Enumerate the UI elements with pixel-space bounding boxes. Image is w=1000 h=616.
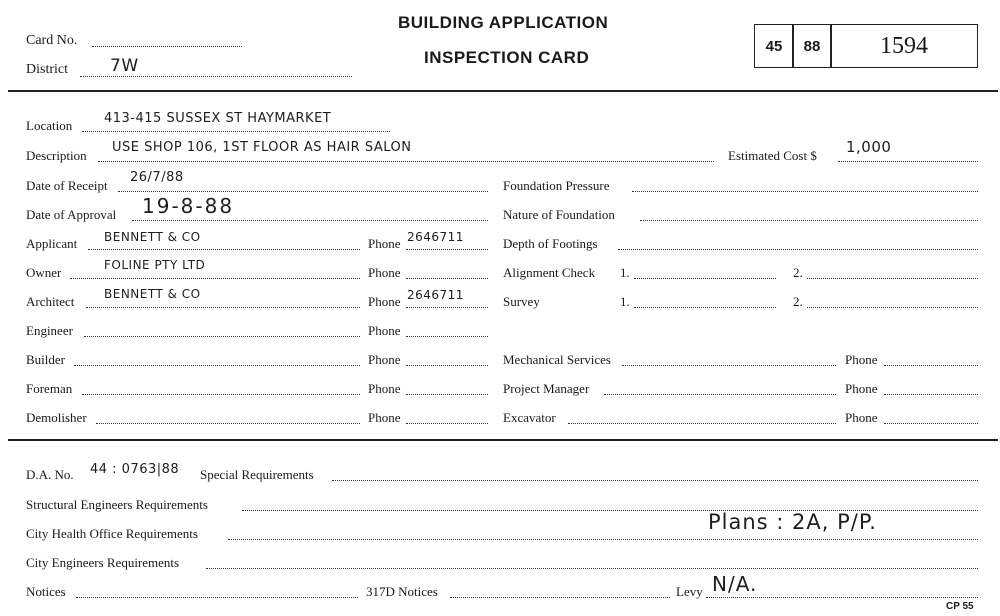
card-number-box-3: 1594 (830, 24, 978, 68)
estimated-cost-field[interactable] (838, 161, 978, 162)
mechanical-phone-label: Phone (845, 352, 878, 367)
city-health-field[interactable] (228, 539, 978, 540)
architect-phone-field[interactable] (406, 307, 488, 308)
engineer-field[interactable] (84, 336, 360, 337)
city-health-value: Plans : 2A, P/P. (708, 510, 877, 534)
engineer-label: Engineer (26, 323, 73, 338)
levy-value: N/A. (712, 572, 758, 596)
excavator-phone-field[interactable] (884, 423, 978, 424)
foreman-phone-field[interactable] (406, 394, 488, 395)
levy-field[interactable] (706, 597, 978, 598)
da-no-value: 44 : 0763|88 (90, 462, 180, 477)
foundation-pressure-field[interactable] (632, 191, 978, 192)
city-engineers-label: City Engineers Requirements (26, 555, 180, 570)
project-manager-phone-field[interactable] (884, 394, 978, 395)
description-value: USE SHOP 106, 1ST FLOOR AS HAIR SALON (112, 140, 412, 155)
description-label: Description (26, 148, 87, 163)
notices-field[interactable] (76, 597, 358, 598)
da-no-label: D.A. No. (26, 467, 74, 482)
city-engineers-field[interactable] (206, 568, 978, 569)
date-approval-label: Date of Approval (26, 207, 117, 222)
title-line1: BUILDING APPLICATION (398, 13, 609, 32)
architect-label: Architect (26, 294, 75, 309)
demolisher-phone-field[interactable] (406, 423, 488, 424)
demolisher-phone-label: Phone (368, 410, 401, 425)
card-no-label: Card No. (26, 33, 78, 48)
depth-footings-field[interactable] (618, 249, 978, 250)
survey-1-field[interactable] (634, 307, 776, 308)
architect-phone-label: Phone (368, 294, 401, 309)
project-manager-label: Project Manager (503, 381, 590, 396)
applicant-phone-label: Phone (368, 236, 401, 251)
depth-footings-label: Depth of Footings (503, 236, 598, 251)
title-line2: INSPECTION CARD (424, 48, 590, 67)
alignment-2-label: 2. (793, 265, 803, 280)
alignment-1-label: 1. (620, 265, 630, 280)
estimated-cost-value: 1,000 (846, 138, 892, 156)
district-label: District (26, 62, 68, 77)
builder-phone-label: Phone (368, 352, 401, 367)
demolisher-field[interactable] (96, 423, 360, 424)
special-requirements-field[interactable] (332, 480, 978, 481)
mechanical-services-label: Mechanical Services (503, 352, 611, 367)
project-manager-field[interactable] (604, 394, 836, 395)
project-manager-phone-label: Phone (845, 381, 878, 396)
notices-label: Notices (26, 584, 66, 599)
survey-2-field[interactable] (807, 307, 978, 308)
city-health-label: City Health Office Requirements (26, 526, 198, 541)
nature-foundation-label: Nature of Foundation (503, 207, 615, 222)
architect-value: BENNETT & CO (104, 287, 201, 301)
location-value: 413-415 SUSSEX ST HAYMARKET (104, 111, 332, 126)
card-no-field[interactable] (92, 46, 242, 47)
applicant-phone-field[interactable] (406, 249, 488, 250)
owner-field[interactable] (70, 278, 360, 279)
survey-1-label: 1. (620, 294, 630, 309)
levy-label: Levy (676, 584, 703, 599)
mechanical-services-field[interactable] (622, 365, 836, 366)
architect-field[interactable] (86, 307, 360, 308)
district-value: 7W (110, 56, 139, 76)
survey-2-label: 2. (793, 294, 803, 309)
date-approval-field[interactable] (132, 220, 488, 221)
header-divider (8, 90, 998, 92)
excavator-phone-label: Phone (845, 410, 878, 425)
owner-value: FOLINE PTY LTD (104, 258, 206, 272)
foreman-phone-label: Phone (368, 381, 401, 396)
district-field[interactable] (80, 76, 352, 77)
middle-divider (8, 439, 998, 441)
engineer-phone-field[interactable] (406, 336, 488, 337)
applicant-field[interactable] (88, 249, 360, 250)
applicant-value: BENNETT & CO (104, 230, 201, 244)
foundation-pressure-label: Foundation Pressure (503, 178, 610, 193)
date-approval-value: 19-8-88 (142, 194, 235, 218)
builder-label: Builder (26, 352, 65, 367)
description-field[interactable] (98, 161, 714, 162)
owner-phone-label: Phone (368, 265, 401, 280)
owner-phone-field[interactable] (406, 278, 488, 279)
card-number-box-2: 88 (792, 24, 832, 68)
location-field[interactable] (82, 131, 390, 132)
builder-field[interactable] (74, 365, 360, 366)
owner-label: Owner (26, 265, 62, 280)
alignment-2-field[interactable] (807, 278, 978, 279)
structural-engineers-label: Structural Engineers Requirements (26, 497, 208, 512)
location-label: Location (26, 118, 73, 133)
excavator-label: Excavator (503, 410, 556, 425)
mechanical-phone-field[interactable] (884, 365, 978, 366)
alignment-check-label: Alignment Check (503, 265, 596, 280)
foreman-field[interactable] (82, 394, 360, 395)
demolisher-label: Demolisher (26, 410, 87, 425)
date-receipt-field[interactable] (118, 191, 488, 192)
applicant-label: Applicant (26, 236, 78, 251)
notices-317d-label: 317D Notices (366, 584, 438, 599)
foreman-label: Foreman (26, 381, 73, 396)
alignment-1-field[interactable] (634, 278, 776, 279)
date-receipt-value: 26/7/88 (130, 170, 184, 185)
special-requirements-label: Special Requirements (200, 467, 314, 482)
card-number-box-1: 45 (754, 24, 794, 68)
survey-label: Survey (503, 294, 540, 309)
estimated-cost-label: Estimated Cost $ (728, 148, 817, 163)
nature-foundation-field[interactable] (640, 220, 978, 221)
notices-317d-field[interactable] (450, 597, 670, 598)
engineer-phone-label: Phone (368, 323, 401, 338)
form-code: CP 55 (946, 601, 974, 612)
applicant-phone-value: 2646711 (407, 230, 464, 244)
builder-phone-field[interactable] (406, 365, 488, 366)
architect-phone-value: 2646711 (407, 288, 464, 302)
date-receipt-label: Date of Receipt (26, 178, 108, 193)
excavator-field[interactable] (568, 423, 836, 424)
